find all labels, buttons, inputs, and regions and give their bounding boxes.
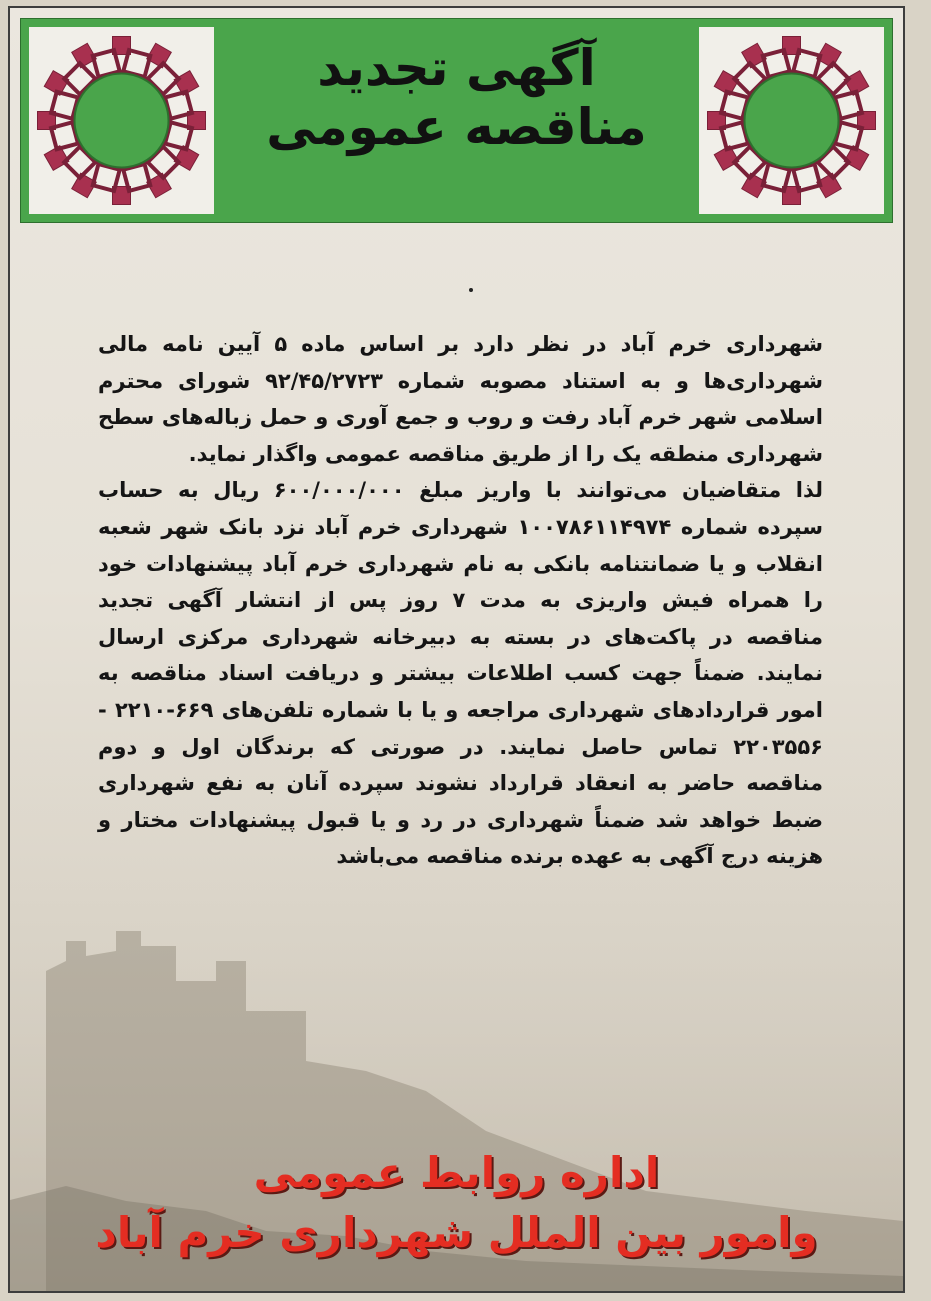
- signature-line1: اداره روابط عمومی: [253, 1148, 660, 1197]
- ad-paragraph-1: شهرداری خرم آباد در نظر دارد بر اساس ماده ۵ آیین نامه مالی شهرداری‌ها و به استناد مصوبه شماره ۹۲/۴۵/۲۷۲۳ شورای محترم اسلامی شهر خرم آباد رفت و روب و جمع آوری و حمل زباله‌های سطح شهرداری منطقه یک را از طریق مناقصه عمومی واگذار نماید.: [98, 332, 824, 466]
- ad-title: [231, 39, 682, 157]
- ad-header-banner: [20, 18, 893, 223]
- ad-paragraph-2: لذا متقاضیان می‌توانند با واریز مبلغ ۶۰۰/۰۰۰/۰۰۰ ریال به حساب سپرده شماره ۱۰۰۷۸۶۱۱۴۹۷۴ شهرداری خرم آباد نزد بانک شهر شعبه انقلاب و یا ضمانتنامه بانکی به نام شهرداری خرم آباد پیشنهادات خود را همراه فیش واریزی به مدت ۷ روز پس از انتشار آگهی تجدید مناقصه در پاکت‌های در بسته به دبیرخانه شهرداری مرکزی ارسال نمایند. ضمناً جهت کسب اطلاعات بیشتر و دریافت اسناد مناقصه به امور قراردادهای شهرداری مراجعه و یا با شماره تلفن‌های ۶۶۹-۲۲۱۰ - ۲۲۰۳۵۵۶ تماس حاصل نمایند. در صورتی که برندگان اول و دوم مناقصه حاضر به انعقاد قرارداد نشوند سپرده آنان به نفع شهرداری ضبط خواهد شد ضمناً شهرداری در رد و یا قبول پیشنهادات مختار و هزینه درج آگهی به عهده برنده مناقصه می‌باشد: [98, 478, 823, 869]
- newspaper-ad-page: [8, 6, 905, 1293]
- ad-signature: [50, 1143, 863, 1263]
- signature-line2: وامور بین الملل شهرداری خرم آباد: [95, 1208, 818, 1257]
- ad-title-line1: آگهی تجدید: [317, 39, 596, 97]
- ad-title-line2: مناقصه عمومی: [266, 98, 647, 156]
- khorramabad-municipality-seal-icon: [704, 33, 879, 208]
- decorative-dot: [469, 288, 473, 292]
- municipality-logo-right: [699, 27, 884, 214]
- ad-body-text: [98, 326, 823, 875]
- municipality-logo-left: [29, 27, 214, 214]
- khorramabad-municipality-seal-icon: [34, 33, 209, 208]
